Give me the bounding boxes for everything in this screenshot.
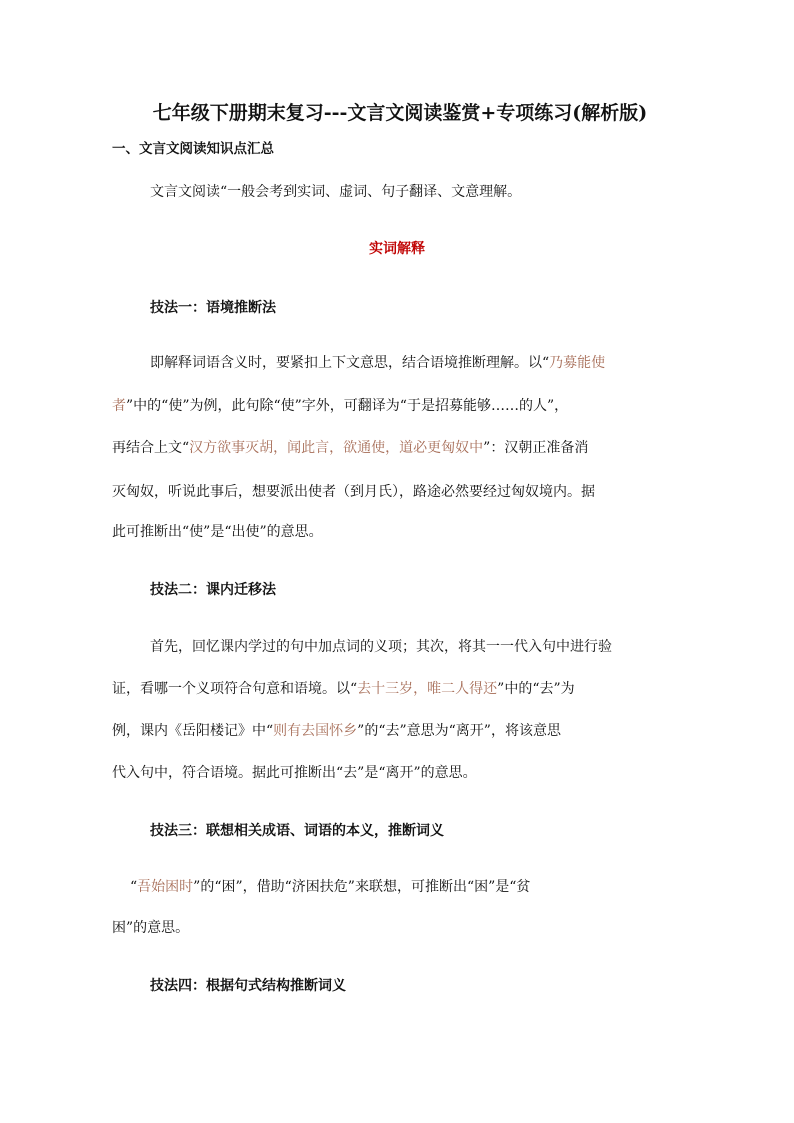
technique3-line: 困”的意思。	[112, 920, 190, 936]
subheading-shici: 实词解释	[369, 241, 425, 257]
technique2-title: 技法二：课内迁移法	[150, 582, 276, 598]
technique1-line: 再结合上文“汉方欲事灭胡，闻此言，欲通使，道必更匈奴中”：汉朝正准备消	[112, 440, 589, 456]
intro-paragraph: 文言文阅读“一般会考到实词、虚词、句子翻译、文意理解。	[150, 184, 522, 200]
document-title: 七年级下册期末复习---文言文阅读鉴赏+专项练习(解析版)	[152, 102, 648, 124]
technique2-line: 首先，回忆课内学过的句中加点词的义项；其次，将其一一代入句中进行验	[150, 639, 612, 655]
technique1-title: 技法一：语境推断法	[150, 300, 276, 316]
section-heading: 一、文言文阅读知识点汇总	[112, 141, 274, 157]
technique3-title: 技法三：联想相关成语、词语的本义，推断词义	[150, 823, 444, 839]
technique1-line: 此可推断出“使”是“出使”的意思。	[112, 524, 323, 540]
technique1-line: 者”中的“使”为例，此句除“使”字外，可翻译为“于是招募能够……的人”，	[112, 398, 569, 414]
technique2-line: 例，课内《岳阳楼记》中“则有去国怀乡”的“去”意思为“离开”，将该意思	[112, 723, 561, 739]
technique2-line: 代入句中，符合语境。据此可推断出“去”是“离开”的意思。	[112, 765, 477, 781]
technique1-line: 灭匈奴，听说此事后，想要派出使者（到月氏），路途必然要经过匈奴境内。据	[112, 484, 595, 500]
technique2-line: 证，看哪一个义项符合句意和语境。以“去十三岁，唯二人得还”中的“去”为	[112, 681, 575, 697]
technique4-title: 技法四：根据句式结构推断词义	[150, 978, 346, 994]
technique3-line: “吾始困时”的“困”，借助“济困扶危”来联想，可推断出“困”是“贫	[130, 879, 531, 895]
technique1-line: 即解释词语含义时，要紧扣上下文意思，结合语境推断理解。以“乃募能使	[150, 355, 606, 371]
